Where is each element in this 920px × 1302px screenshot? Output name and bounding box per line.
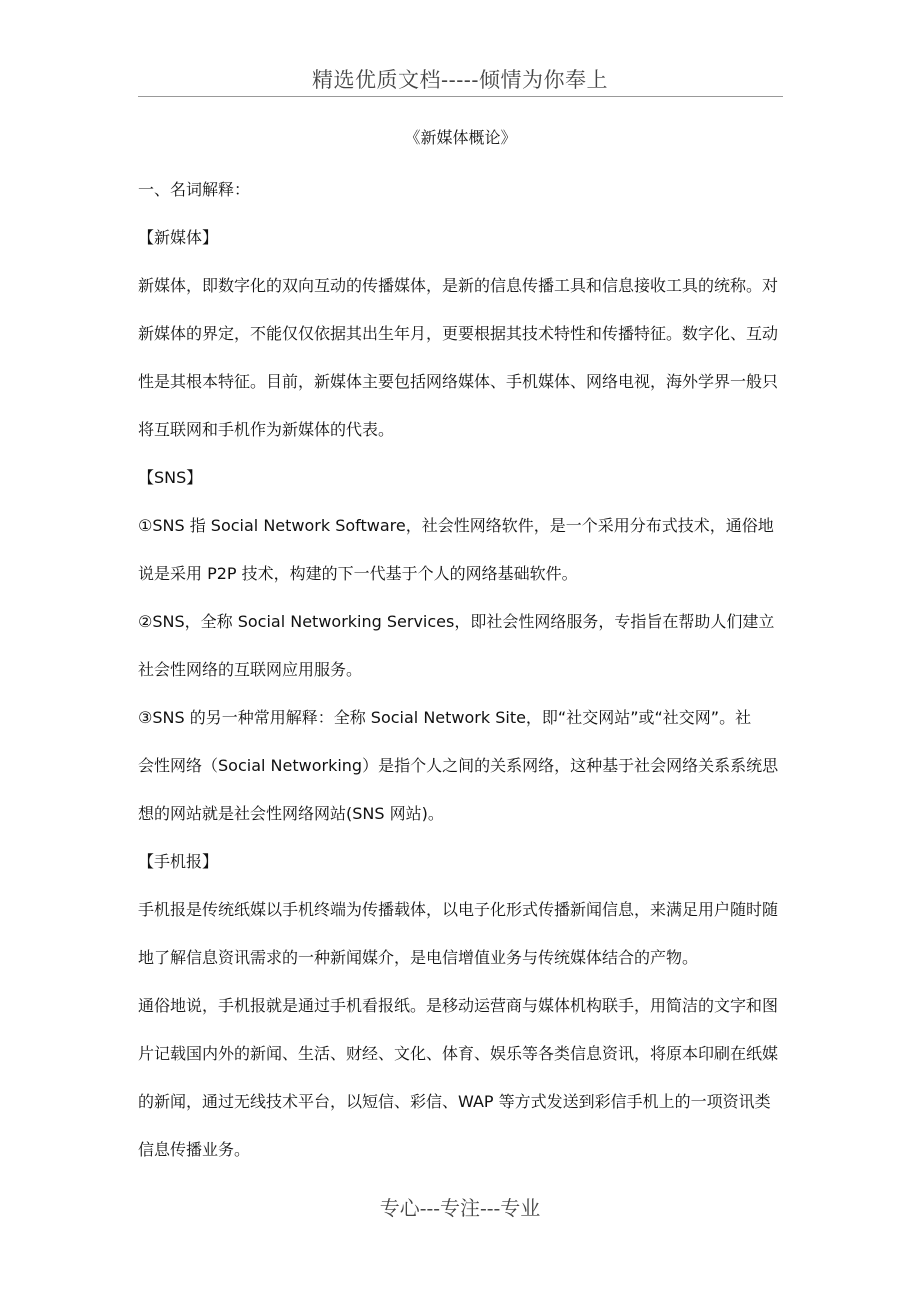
section-sns [138,454,783,838]
document-title: 《新媒体概论》 [404,128,517,147]
paragraph-line: 新媒体，即数字化的双向互动的传播媒体，是新的信息传播工具和信息接收工具的统称。对 [138,276,779,295]
paragraph-line: 手机报是传统纸媒以手机终端为传播载体，以电子化形式传播新闻信息，来满足用户随时随 [138,900,779,919]
page-footer: 专心---专注---专业 [379,1196,541,1220]
paragraph-line: 片记载国内外的新闻、生活、财经、文化、体育、娱乐等各类信息资讯，将原本印刷在纸媒 [138,1044,779,1063]
paragraph-line: 信息传播业务。 [138,1140,251,1159]
paragraph-line: 性是其根本特征。目前，新媒体主要包括网络媒体、手机媒体、网络电视，海外学界一般只 [138,372,779,391]
paragraph-line: 会性网络（Social Networking）是指个人之间的关系网络，这种基于社会网络关系系统思 [138,756,779,775]
section-mobile-newspaper [138,838,783,1174]
paragraph-line: 说是采用 P2P 技术，构建的下一代基于个人的网络基础软件。 [138,564,578,583]
paragraph-line: ③SNS 的另一种常用解释：全称 Social Network Site，即“社交网站”或“社交网”。社 [138,708,752,727]
paragraph-line: ①SNS 指 Social Network Software，社会性网络软件，是一个采用分布式技术，通俗地 [138,516,774,535]
paragraph-line: 社会性网络的互联网应用服务。 [138,660,363,679]
term-heading-new-media: 【新媒体】 [138,228,219,247]
document-body [138,118,783,1174]
paragraph-line: 新媒体的界定，不能仅仅依据其出生年月，更要根据其技术特性和传播特征。数字化、互动 [138,324,779,343]
paragraph-line: 将互联网和手机作为新媒体的代表。 [138,420,395,439]
paragraph-line: ②SNS，全称 Social Networking Services，即社会性网络服务，专指旨在帮助人们建立 [138,612,775,631]
paragraph-line: 通俗地说，手机报就是通过手机看报纸。是移动运营商与媒体机构联手，用简洁的文字和图 [138,996,779,1015]
section-new-media [138,214,783,454]
section-heading: 一、名词解释： [138,180,251,199]
paragraph-line: 的新闻，通过无线技术平台，以短信、彩信、WAP 等方式发送到彩信手机上的一项资讯类 [138,1092,771,1111]
term-heading-mobile-newspaper: 【手机报】 [138,852,219,871]
page-header: 精选优质文档-----倾情为你奉上 [312,68,608,92]
paragraph-line: 地了解信息资讯需求的一种新闻媒介，是电信增值业务与传统媒体结合的产物。 [138,948,699,967]
header-divider [138,96,783,97]
term-heading-sns: 【SNS】 [138,468,203,487]
paragraph-line: 想的网站就是社会性网络网站(SNS 网站)。 [138,804,444,823]
